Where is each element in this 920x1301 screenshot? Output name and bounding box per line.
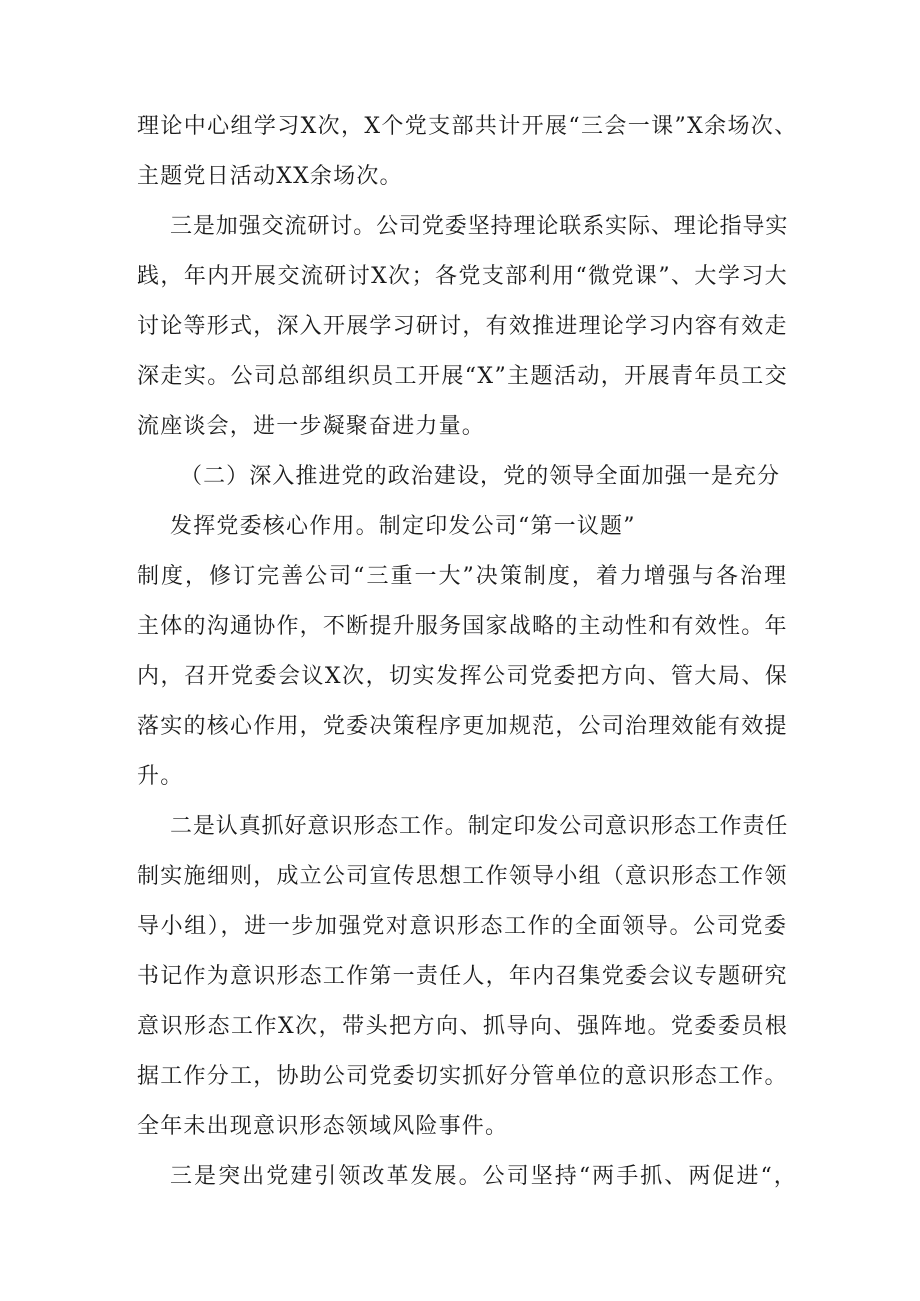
text-line: 发挥党委核心作用。制定印发公司“第一议题” (170, 514, 636, 539)
text-line: 升。 (137, 764, 184, 789)
text-line: 落实的核心作用，党委决策程序更加规范，公司治理效能有效提 (137, 714, 788, 739)
text-line: 三是加强交流研讨。公司党委坚持理论联系实际、理论指导实 (170, 214, 789, 239)
text-line: 制实施细则，成立公司宣传思想工作领导小组（意识形态工作领 (137, 864, 788, 889)
text-line: 全年未出现意识形态领域风险事件。 (137, 1114, 509, 1139)
text-line: 深走实。公司总部组织员工开展“X”主题活动，开展青年员工交 (137, 364, 789, 389)
text-line: 主体的沟通协作，不断提升服务国家战略的主动性和有效性。年 (137, 614, 788, 639)
text-line: 据工作分工，协助公司党委切实抓好分管单位的意识形态工作。 (137, 1064, 788, 1089)
text-line: 内，召开党委会议X次，切实发挥公司党委把方向、管大局、保 (137, 664, 789, 689)
text-line: 讨论等形式，深入开展学习研讨，有效推进理论学习内容有效走 (137, 314, 788, 339)
text-line: 践，年内开展交流研讨X次；各党支部利用“微党课”、大学习大 (137, 264, 789, 289)
text-line: 理论中心组学习X次，X个党支部共计开展“三会一课”X余场次、 (137, 114, 798, 139)
text-line: 流座谈会，进一步凝聚奋进力量。 (137, 414, 486, 439)
text-line: 导小组），进一步加强党对意识形态工作的全面领导。公司党委 (137, 914, 788, 939)
text-line: 意识形态工作X次，带头把方向、抓导向、强阵地。党委委员根 (137, 1014, 789, 1039)
text-line: 书记作为意识形态工作第一责任人，年内召集党委会议专题研究 (137, 964, 788, 989)
text-line: 主题党日活动XX余场次。 (137, 164, 403, 189)
text-line: 制度，修订完善公司“三重一大”决策制度，着力增强与各治理 (137, 564, 789, 589)
text-line: 三是突出党建引领改革发展。公司坚持“两手抓、两促进“， (170, 1164, 798, 1189)
section-heading: （二）深入推进党的政治建设，党的领导全面加强一是充分 (180, 464, 781, 489)
text-line: 二是认真抓好意识形态工作。制定印发公司意识形态工作责任 (170, 814, 789, 839)
